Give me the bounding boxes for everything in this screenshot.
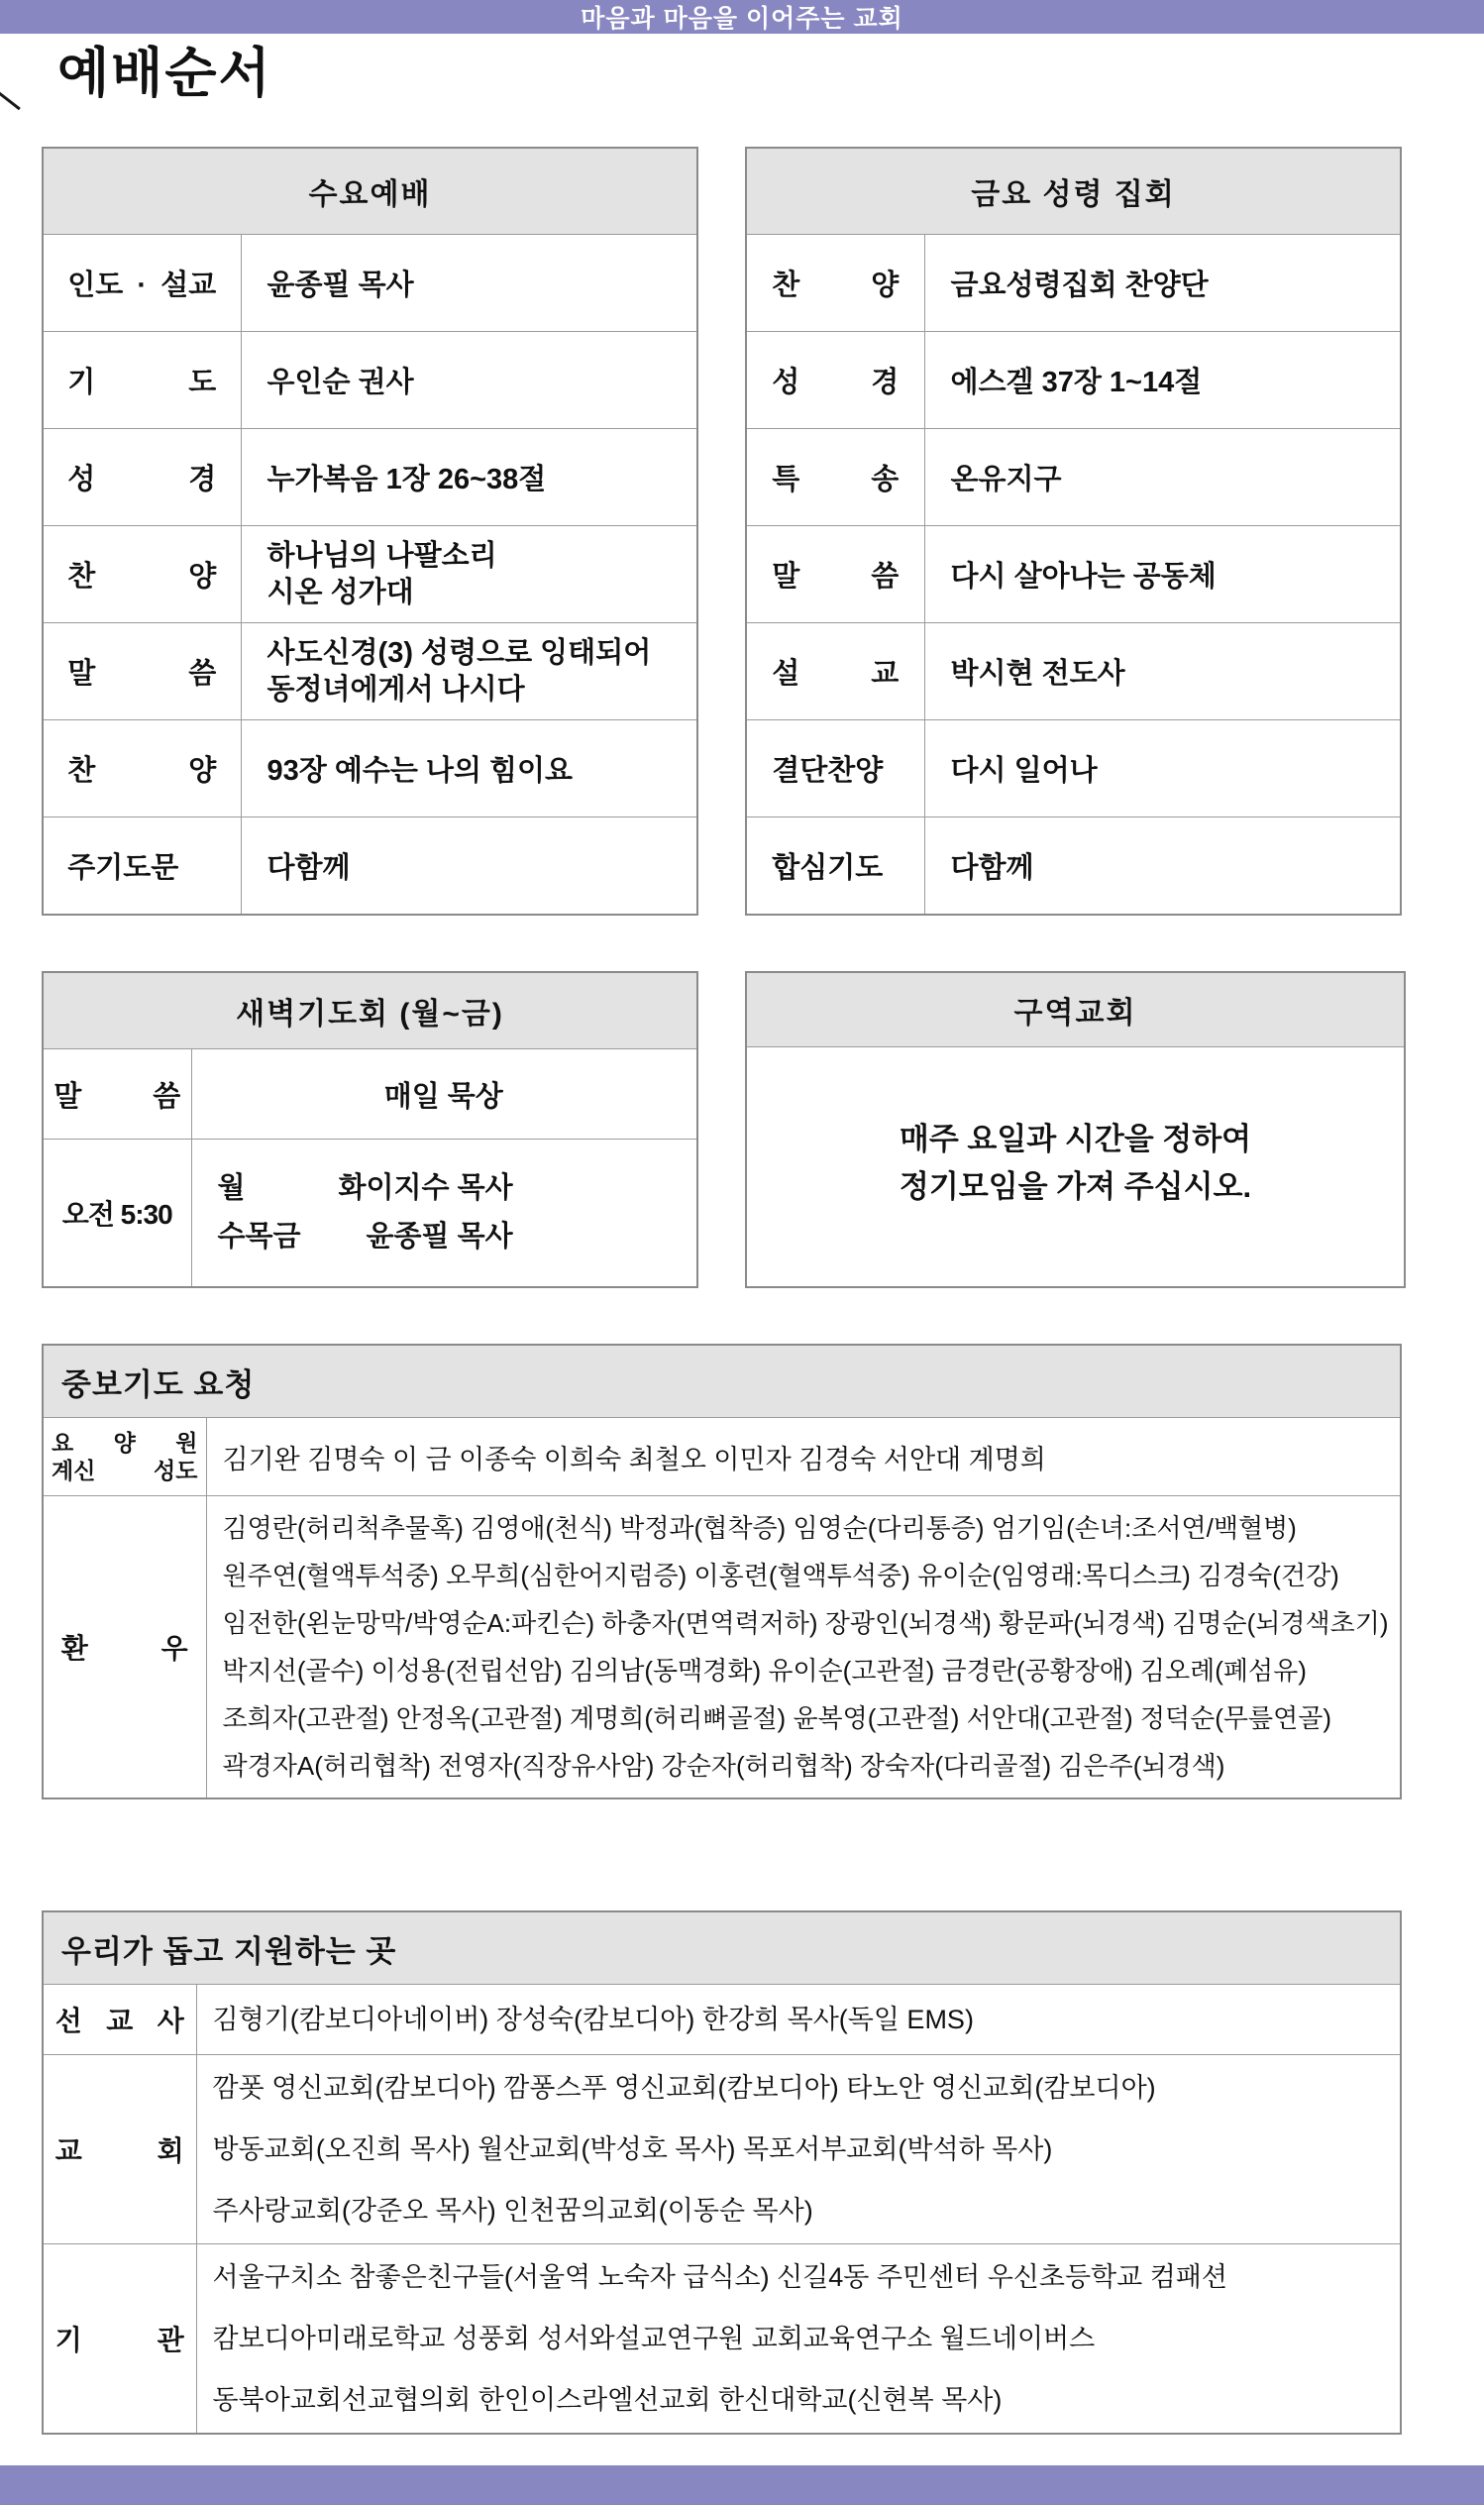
wednesday-service-title: 수요예배 <box>43 148 697 235</box>
row-value: 금요성령집회 찬양단 <box>924 235 1401 332</box>
missionary-list: 김형기(캄보디아네이버) 장성숙(캄보디아) 한강희 목사(독일 EMS) <box>196 1985 1401 2055</box>
row-label: 말 씀 <box>53 1080 181 1113</box>
sick-names: 김영란(허리척추물혹) 김영애(천식) 박정과(협착증) 임영순(다리통증) 엄기임(손녀:조서연/백혈병) 원주연(혈액투석중) 오무희(심한어지럼증) 이홍련(혈액투석중) 유이순(임영래:목디스크) 김경숙(건강) 임전한(왼눈망막/박영순A:파킨슨) 하충자(면역력저하) 장광인(뇌경색) 황문파(뇌경색) 김명순(뇌경색초기) 박지선(골수) 이성용(전립선암) 김의남(동맥경화) 유이순(고관절) 금경란(공황장애) 김오례(폐섬유) 조희자(고관절) 안정옥(고관절) 계명희(허리뼈골절) 윤복영(고관절) 서안대(고관절) 정덕순(무릎연골) 곽경자A(허리협착) 전영자(직장유사암) 강순자(허리협착) 장숙자(다리골절) 김은주(뇌경색) <box>206 1496 1401 1799</box>
schedule-person: 윤종필 목사 <box>366 1221 513 1252</box>
table-row <box>43 2244 1401 2435</box>
dawn-schedule <box>191 1140 697 1288</box>
support-section <box>42 1910 1402 2435</box>
table-row <box>43 332 697 429</box>
row-label: 찬 양 <box>67 755 217 787</box>
district-church-title: 구역교회 <box>747 973 1404 1047</box>
table-row <box>43 1496 1401 1799</box>
dawn-prayer-title: 새벽기도회 (월~금) <box>43 972 697 1049</box>
row-value: 에스겔 37장 1~14절 <box>924 332 1401 429</box>
row-label: 기 도 <box>67 367 217 398</box>
scan-artifact-mark <box>0 87 21 110</box>
table-row <box>43 429 697 526</box>
friday-service-title: 금요 성령 집회 <box>746 148 1401 235</box>
table-row <box>746 332 1401 429</box>
row-label: 성 경 <box>67 464 217 495</box>
row-value: 우인순 권사 <box>241 332 697 429</box>
friday-service-table <box>745 147 1402 916</box>
row-value: 다시 살아나는 공동체 <box>924 526 1401 623</box>
row-value: 다함께 <box>241 817 697 916</box>
schedule-days: 월 화 <box>217 1172 367 1204</box>
row-label: 설 교 <box>772 658 900 690</box>
table-row <box>43 1049 697 1140</box>
table-row <box>43 623 697 720</box>
district-church-notice: 매주 요일과 시간을 정하여 정기모임을 가져 주십시오. <box>899 1122 1252 1204</box>
missionary-label: 선 교 사 <box>54 2006 184 2036</box>
row-label: 주기도문 <box>67 852 179 884</box>
row-label: 말 씀 <box>772 561 900 593</box>
worship-tables-row <box>42 147 1484 916</box>
district-church-box <box>745 971 1406 1288</box>
page-title: 예배순서 <box>57 44 272 103</box>
table-row <box>43 1140 697 1288</box>
table-row <box>746 623 1401 720</box>
bottom-banner <box>0 2465 1484 2505</box>
row-value: 다함께 <box>924 817 1401 916</box>
top-banner <box>0 0 1484 34</box>
church-label: 교 회 <box>54 2135 184 2166</box>
support-title: 우리가 돕고 지원하는 곳 <box>43 1911 1401 1985</box>
agency-label: 기 관 <box>54 2325 184 2355</box>
nursing-label: 요 양 원 계신 성도 <box>43 1418 206 1496</box>
row-value: 누가복음 1장 26~38절 <box>241 429 697 526</box>
row-label: 오전 5:30 <box>43 1140 191 1288</box>
dawn-prayer-table <box>42 971 698 1288</box>
intercession-title: 중보기도 요청 <box>43 1345 1401 1418</box>
table-row <box>746 817 1401 916</box>
table-row <box>43 817 697 916</box>
row-label: 찬 양 <box>772 270 900 301</box>
schedule-days: 수목금 <box>217 1221 301 1252</box>
table-row <box>43 1418 1401 1496</box>
table-row <box>43 526 697 623</box>
table-row <box>746 429 1401 526</box>
row-value: 93장 예수는 나의 힘이요 <box>241 720 697 817</box>
prayer-district-row <box>42 971 1484 1288</box>
row-label: 결단찬양 <box>772 755 884 787</box>
row-label: 성 경 <box>772 367 900 398</box>
schedule-person: 이지수 목사 <box>366 1172 513 1204</box>
table-row <box>746 526 1401 623</box>
row-value: 다시 일어나 <box>924 720 1401 817</box>
table-row <box>746 235 1401 332</box>
table-row <box>43 2055 1401 2244</box>
row-value: 사도신경(3) 성령으로 잉태되어 동정녀에게서 나시다 <box>241 623 697 720</box>
table-row <box>43 1985 1401 2055</box>
table-row <box>43 235 697 332</box>
table-row <box>746 720 1401 817</box>
row-label: 찬 양 <box>67 561 217 593</box>
church-list: 깜폿 영신교회(캄보디아) 깜퐁스푸 영신교회(캄보디아) 타노안 영신교회(캄보디아) 방동교회(오진희 목사) 월산교회(박성호 목사) 목포서부교회(박석하 목사) 주사랑교회(강준오 목사) 인천꿈의교회(이동순 목사) <box>196 2055 1401 2244</box>
intercession-section <box>42 1344 1402 1799</box>
row-value: 하나님의 나팔소리 시온 성가대 <box>241 526 697 623</box>
row-label: 인도 · 설교 <box>67 270 217 301</box>
wednesday-service-table <box>42 147 698 916</box>
nursing-names: 김기완 김명숙 이 금 이종숙 이희숙 최철오 이민자 김경숙 서안대 계명희 <box>206 1418 1401 1496</box>
table-row <box>43 720 697 817</box>
sick-label: 환 우 <box>60 1633 188 1664</box>
top-banner-text: 마음과 마음을 이어주는 교회 <box>581 5 903 33</box>
agency-list: 서울구치소 참좋은친구들(서울역 노숙자 급식소) 신길4동 주민센터 우신초등학교 컴패션 캄보디아미래로학교 성풍회 성서와설교연구원 교회교육연구소 월드네이버스 동북아교회선교협의회 한인이스라엘선교회 한신대학교(신현복 목사) <box>196 2244 1401 2435</box>
row-value: 온유지구 <box>924 429 1401 526</box>
row-label: 합심기도 <box>772 852 884 884</box>
row-value: 매일 묵상 <box>191 1049 697 1140</box>
row-value: 박시현 전도사 <box>924 623 1401 720</box>
row-label: 특 송 <box>772 464 900 495</box>
row-value: 윤종필 목사 <box>241 235 697 332</box>
row-label: 말 씀 <box>67 658 217 690</box>
